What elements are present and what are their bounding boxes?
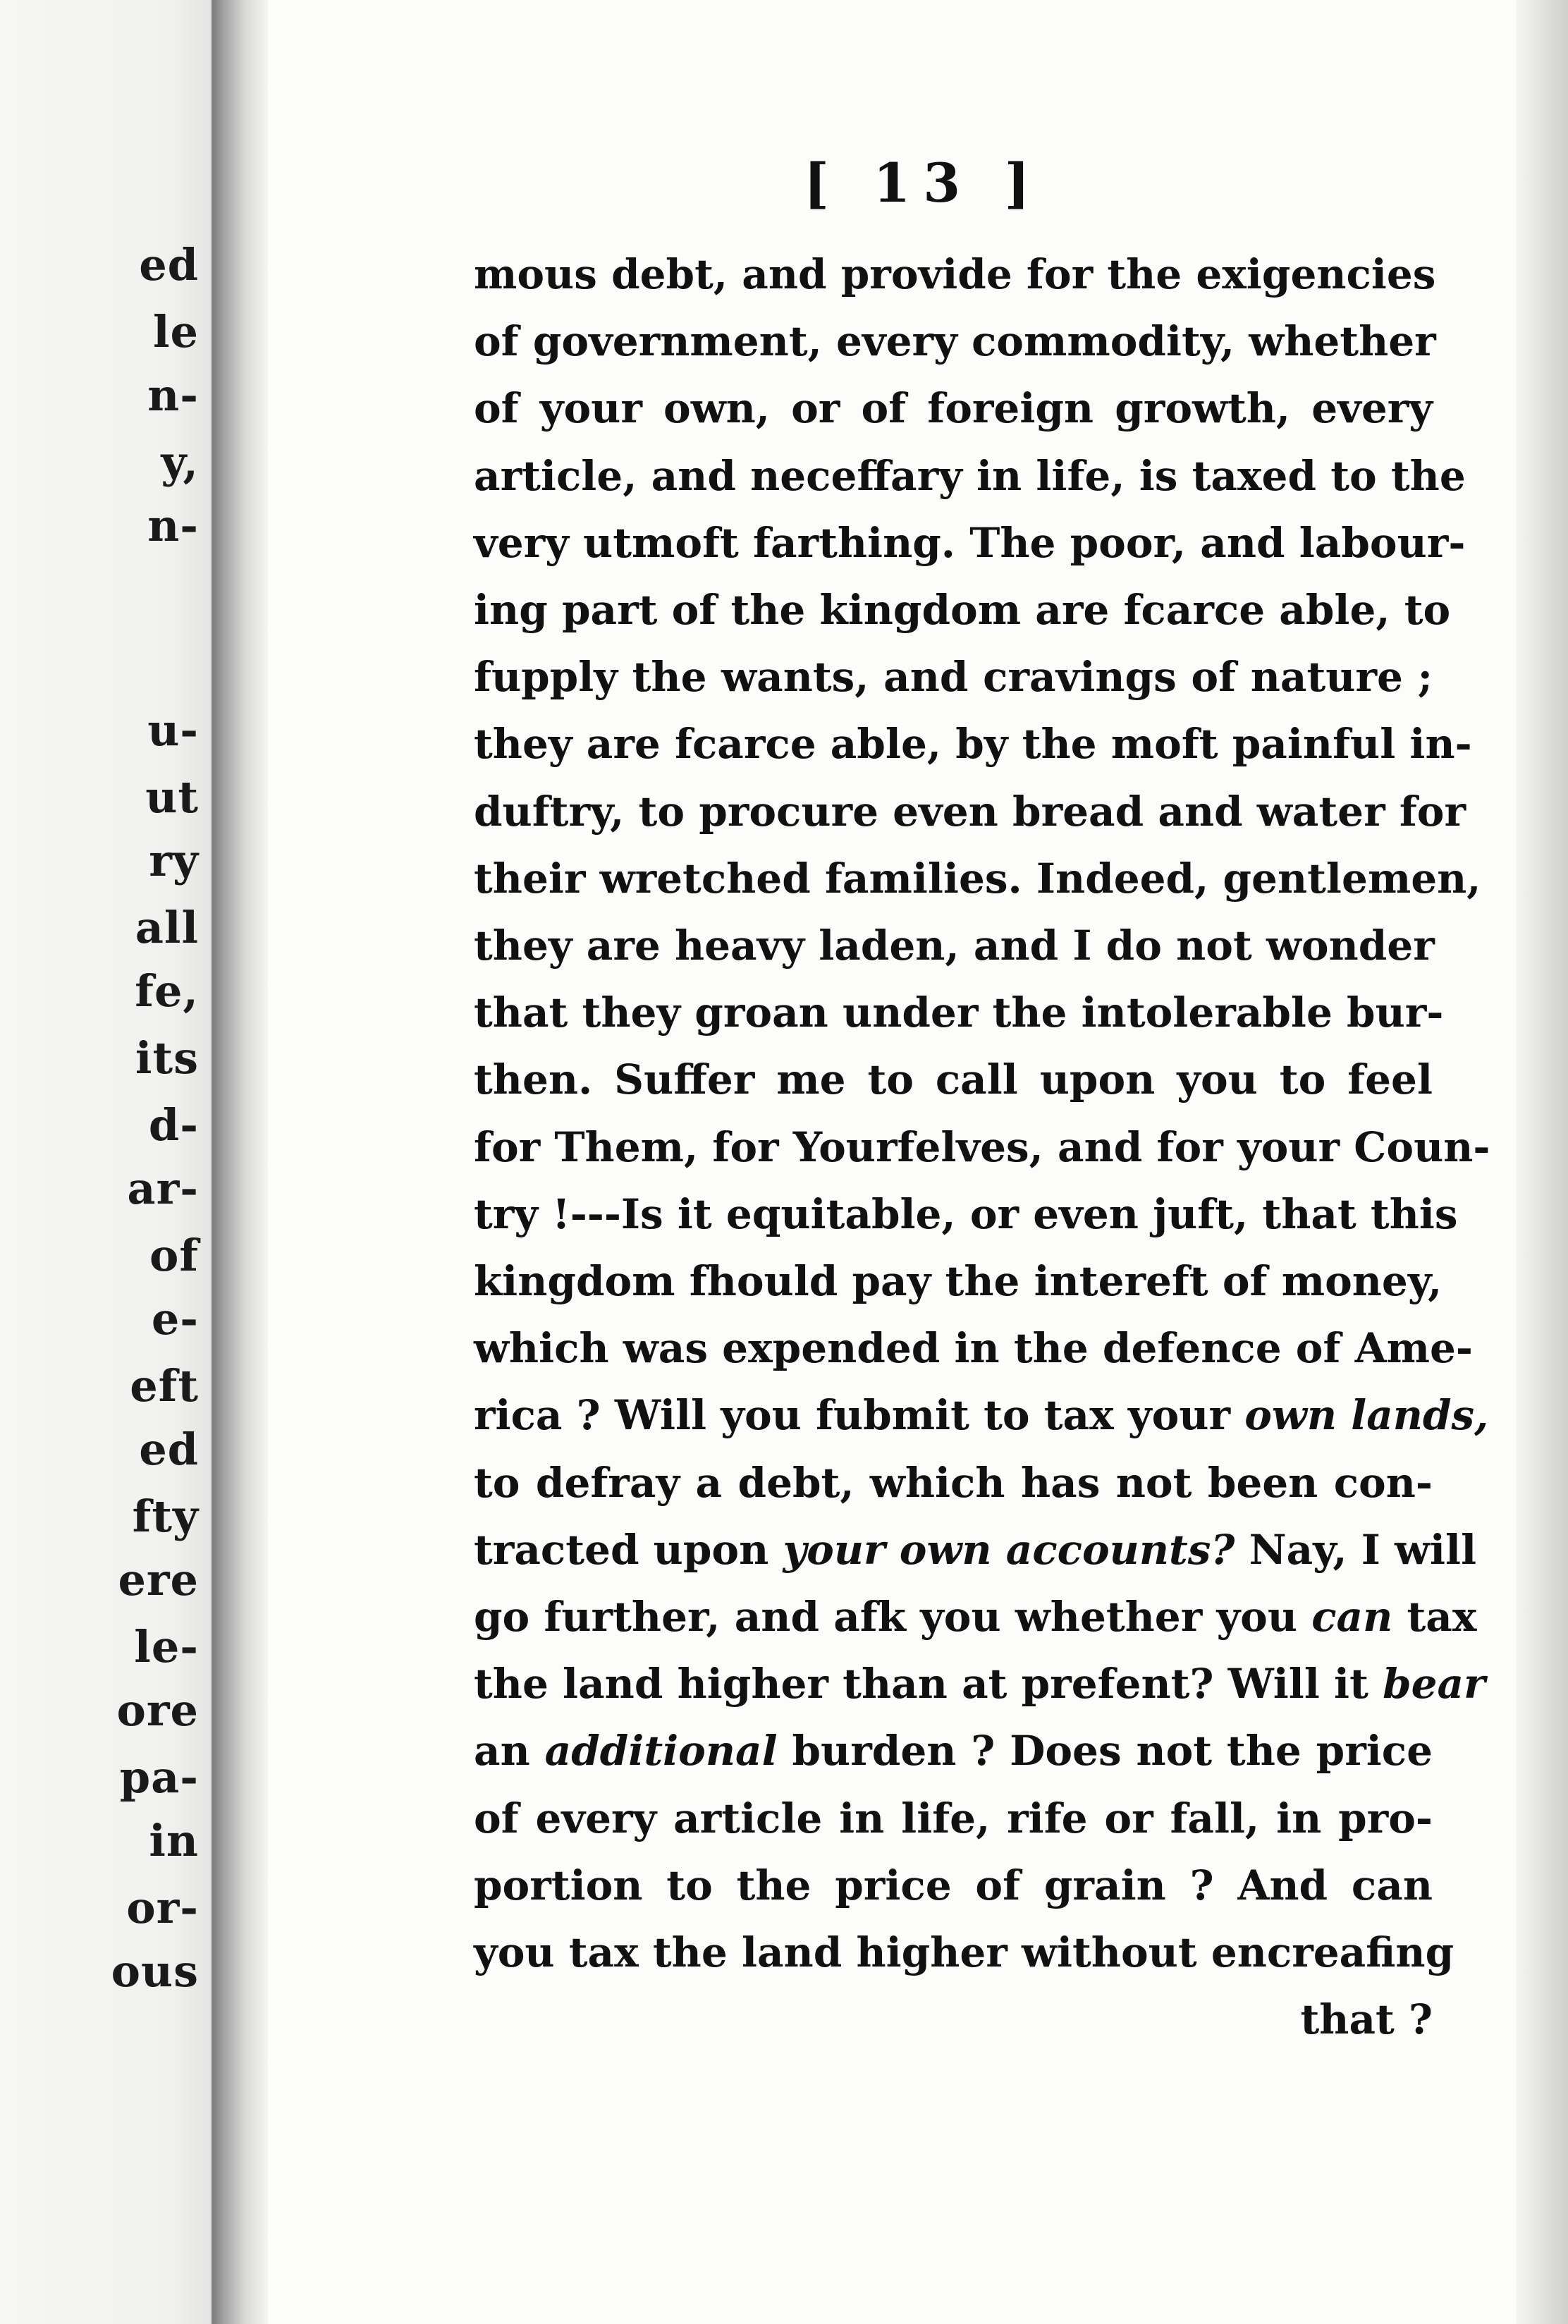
left-page-line-fragment: eft [130,1360,199,1412]
text-segment: of every article in life, rife or fall, in pro- [474,1794,1433,1842]
italic-text: your own accounts? [783,1525,1235,1574]
left-page-fragment [0,0,212,2324]
text-segment: tax [1392,1593,1477,1641]
left-page-line-fragment: fty [132,1491,199,1542]
text-line [474,1660,1486,1708]
text-segment: go further, and afk you whether you [474,1593,1312,1641]
text-segment: Nay, I will [1235,1525,1477,1574]
left-page-line-fragment: n- [147,500,199,551]
text-line [474,653,1433,702]
text-line [474,1593,1477,1641]
text-segment: they are heavy laden, and I do not wonder [474,922,1435,970]
italic-text: bear [1383,1660,1486,1708]
text-segment: the land higher than at prefent? Will it [474,1660,1383,1708]
text-segment: then. Suffer me to call upon you to feel [474,1056,1433,1104]
left-page-line-fragment: n- [147,369,199,421]
text-segment: to defray a debt, which has not been con- [474,1458,1433,1507]
text-line [474,1189,1458,1238]
left-page-line-fragment: ar- [127,1163,199,1214]
left-page-line-fragment: of [149,1230,199,1281]
left-page-line-fragment: ere [118,1554,199,1606]
left-page-line-fragment: ore [116,1684,199,1736]
text-segment: burden ? Does not the price [777,1727,1433,1775]
text-line [474,1861,1433,1909]
left-page-line-fragment: all [135,902,199,953]
text-line [474,922,1435,970]
left-page-line-fragment: or- [126,1882,199,1933]
text-line [474,384,1433,433]
text-segment: very utmoft farthing. The poor, and labour- [474,518,1466,567]
left-page-line-fragment: fe, [135,965,199,1017]
text-segment: rica ? Will you fubmit to tax your [474,1391,1245,1440]
text-segment: ing part of the kingdom are fcarce able, to [474,586,1451,634]
text-line [474,317,1436,366]
text-line [474,451,1466,500]
left-page-line-fragment: ous [111,1945,199,1997]
text-segment: which was expended in the defence of Ame- [474,1324,1473,1373]
text-line [474,1391,1489,1440]
text-line [474,1123,1490,1171]
left-page-line-fragment: ry [149,835,199,886]
italic-text: own lands, [1244,1391,1489,1440]
left-page-line-fragment: le- [134,1621,199,1672]
text-line [474,518,1466,567]
text-line [474,586,1451,634]
page-number: [ 13 ] [804,152,1043,214]
text-segment: that they groan under the intolerable bur- [474,989,1444,1037]
text-segment: article, and neceffary in life, is taxed to the [474,451,1466,500]
text-segment: kingdom fhould pay the intereft of money, [474,1257,1443,1305]
text-line [474,1928,1454,1976]
text-line [474,1995,1433,2044]
text-segment: for Them, for Yourfelves, and for your Coun- [474,1123,1490,1171]
text-segment: try !---Is it equitable, or even juft, that this [474,1189,1458,1238]
italic-text: can [1311,1593,1393,1641]
text-segment: tracted upon [474,1525,783,1574]
left-page-line-fragment: ut [145,771,199,823]
text-line [474,1727,1433,1775]
text-line [474,1257,1443,1305]
left-page-line-fragment: ed [139,1424,199,1475]
left-page-line-fragment: pa- [119,1751,199,1803]
italic-text: additional [544,1727,778,1775]
left-page-line-fragment: u- [147,704,199,756]
text-segment: mous debt, and provide for the exigencies [474,250,1436,298]
left-page-line-fragment: its [135,1032,199,1084]
book-gutter [212,0,268,2324]
text-line [474,787,1466,836]
text-line [474,1794,1433,1842]
text-line [474,1458,1433,1507]
text-segment: you tax the land higher without encreafing [474,1928,1454,1976]
page-edge-shadow [1516,0,1568,2324]
text-segment: that ? [1300,1995,1433,2044]
text-segment: they are fcarce able, by the moft painful in- [474,720,1472,769]
text-line [474,1056,1433,1104]
left-page-line-fragment: le [153,306,199,357]
text-segment: an [474,1727,545,1775]
text-line [474,250,1436,298]
text-line [474,854,1481,903]
left-page-line-fragment: in [149,1815,199,1866]
text-segment: of your own, or of foreign growth, every [474,384,1433,433]
text-line [474,989,1444,1037]
left-page-line-fragment: y, [161,436,199,488]
text-segment: fupply the wants, and cravings of nature ; [474,653,1433,702]
left-page-line-fragment: e- [151,1293,199,1345]
text-segment: of government, every commodity, whether [474,317,1436,366]
text-segment: duftry, to procure even bread and water for [474,787,1466,836]
text-line [474,720,1472,769]
text-line [474,1324,1473,1373]
left-page-line-fragment: d- [148,1099,199,1151]
text-segment: their wretched families. Indeed, gentlemen, [474,854,1481,903]
text-segment: portion to the price of grain ? And can [474,1861,1433,1909]
text-line [474,1525,1477,1574]
left-page-line-fragment: ed [139,239,199,290]
